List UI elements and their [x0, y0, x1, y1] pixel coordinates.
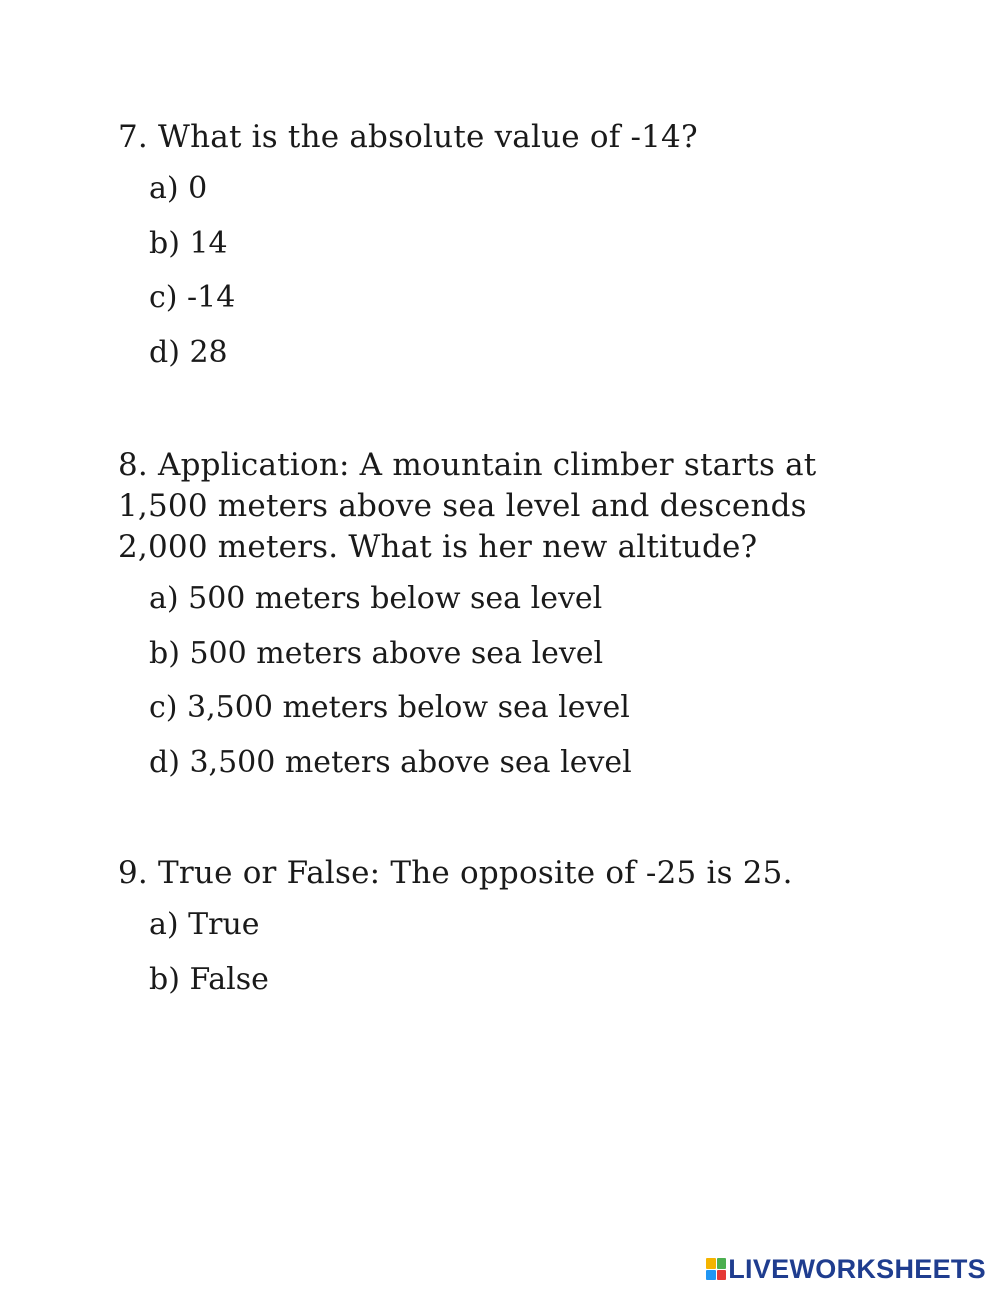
question-9-option-a[interactable]: a) True	[149, 907, 260, 943]
question-9	[118, 853, 858, 1007]
logo-square-blue	[706, 1270, 716, 1281]
question-7-options	[118, 162, 858, 380]
question-9-text: 9. True or False: The opposite of -25 is 25.	[118, 855, 793, 891]
question-8-text-line-1: 8. Application: A mountain climber starts at	[118, 447, 817, 483]
question-9-option-b[interactable]: b) False	[149, 961, 269, 997]
question-9-options	[118, 898, 858, 1007]
question-8-text-line-3: 2,000 meters. What is her new altitude?	[118, 529, 758, 565]
question-7-option-d[interactable]: d) 28	[149, 334, 228, 370]
question-8-option-d[interactable]: d) 3,500 meters above sea level	[149, 744, 632, 780]
logo-square-red	[717, 1270, 727, 1281]
question-8-option-b[interactable]: b) 500 meters above sea level	[149, 635, 604, 671]
liveworksheets-brand	[706, 1254, 986, 1284]
question-8-options	[118, 572, 858, 790]
question-7-option-b[interactable]: b) 14	[149, 225, 228, 261]
question-8-option-c[interactable]: c) 3,500 meters below sea level	[149, 690, 630, 726]
liveworksheets-logo-icon	[706, 1258, 726, 1280]
logo-square-green	[717, 1258, 727, 1269]
logo-square-yellow	[706, 1258, 716, 1269]
question-7-option-a[interactable]: a) 0	[149, 171, 208, 207]
question-8-option-a[interactable]: a) 500 meters below sea level	[149, 581, 603, 617]
question-8-text-line-2: 1,500 meters above sea level and descends	[118, 488, 807, 524]
question-7	[118, 117, 858, 380]
question-8	[118, 445, 858, 790]
question-8-text	[118, 445, 858, 568]
question-7-option-c[interactable]: c) -14	[149, 280, 236, 316]
question-7-text: 7. What is the absolute value of -14?	[118, 119, 698, 155]
liveworksheets-wordmark: LIVEWORKSHEETS	[728, 1254, 986, 1284]
